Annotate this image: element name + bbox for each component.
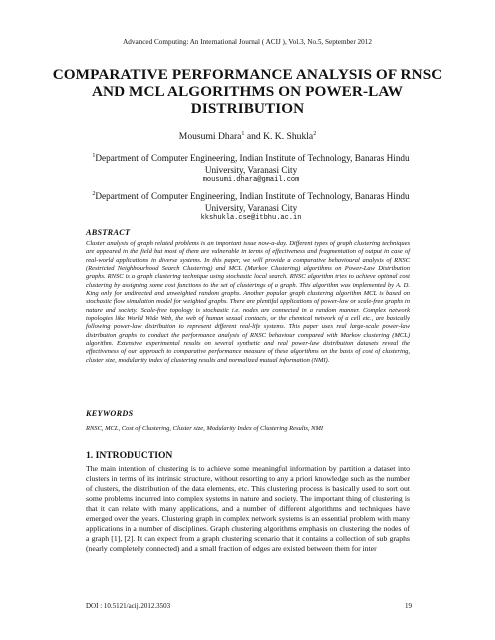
affiliation-2-text: Department of Computer Engineering, Indian Institute of Technology, Banaras Hindu University, Varanasi City [95, 191, 410, 213]
affiliation-2-superscript: 2 [92, 190, 96, 197]
footer-doi: DOI : 10.5121/acij.2012.3503 [86, 602, 171, 610]
affiliation-2-email[interactable]: kkshukla.cse@itbhu.ac.in [200, 214, 302, 222]
paper-title: COMPARATIVE PERFORMANCE ANALYSIS OF RNSC AND MCL ALGORITHMS ON POWER-LAW DISTRIBUTION [52, 66, 443, 117]
affiliation-1 [86, 153, 416, 185]
author-1-name: Mousumi Dhara [178, 131, 242, 142]
abstract-heading: ABSTRACT [86, 228, 131, 237]
introduction-text: The main intention of clustering is to achieve some meaningful information by partition a dataset into clusters in terms of its intrinsic structure, without resorting to any a priori knowledge such as the number of clusters, the distribution of the data elements, etc. This clustering process is basically used to sort out some problems incurred into complex systems in nature and society. The important thing of clustering is that it can relate with many applications, and a number of different algorithms and techniques have emerged over the years. Clustering graph in complex network systems is an essential problem with many applications in a number of disciplines. Graph clustering algorithms emphasis on clustering the nodes of a graph [1], [2]. It can expect from a graph clustering scenario that it contains a collection of sub graphs (nearly completely connected) and a small fraction of edges are existed between them for inter [86, 464, 410, 554]
author-line [0, 131, 495, 142]
affiliation-1-text: Department of Computer Engineering, Indian Institute of Technology, Banaras Hindu University, Varanasi City [95, 153, 410, 175]
keywords-text: RNSC, MCL, Cost of Clustering, Cluster size, Modularity Index of Clustering Results, NMI [86, 425, 324, 432]
keywords-heading: KEYWORDS [86, 409, 134, 418]
page-number: 19 [405, 602, 412, 610]
abstract-text: Cluster analysis of graph related problems is an important issue now-a-day. Different types of graph clustering techniques are appeared in the field but most of them are vulnerable in terms of effectiveness and fragmentation of output in case of real-world applications in diverse systems. In this paper, we will provide a comparative behavioural analysis of RNSC (Restricted Neighbourhood Search Clustering) and MCL (Markov Clustering) algorithms on Power-Law Distribution graphs. RNSC is a graph clustering technique using stochastic local search. RNSC algorithm tries to achieve optimal cost clustering by assigning some cost functions to the set of clusterings of a graph. This algorithm was implemented by A. D. King only for undirected and unweighted random graphs. Another popular graph clustering algorithm MCL is based on stochastic flow simulation model for weighted graphs. There are plentiful applications of power-law or scale-free graphs in nature and society. Scale-free topology is stochastic i.e. nodes are connected in a random manner. Complex network topologies like World Wide Web, the web of human sexual contacts, or the chemical network of a cell etc., are basically following power-law distribution to represent different real-life systems. This paper uses real large-scale power-law distribution graphs to conduct the performance analysis of RNSC behaviour compared with Markov clustering (MCL) algorithm. Extensive experimental results on several synthetic and real power-law distribution datasets reveal the effectiveness of our approach to comparative performance measure of these algorithms on the basis of cost of clustering, cluster size, modularity index of clustering results and normalized mutual information (NMI). [86, 240, 410, 364]
author-1-superscript: 1 [241, 130, 245, 137]
affiliation-1-superscript: 1 [92, 152, 96, 159]
affiliation-2 [86, 191, 416, 223]
author-2-name: K. K. Shukla [263, 131, 314, 142]
author-connector: and [244, 131, 264, 142]
introduction-heading: 1. INTRODUCTION [86, 450, 173, 461]
affiliation-1-email[interactable]: mousumi.dhara@gmail.com [202, 176, 300, 184]
author-2-superscript: 2 [313, 130, 317, 137]
journal-header: Advanced Computing: An International Journal ( ACIJ ), Vol.3, No.5, September 2012 [123, 38, 372, 46]
